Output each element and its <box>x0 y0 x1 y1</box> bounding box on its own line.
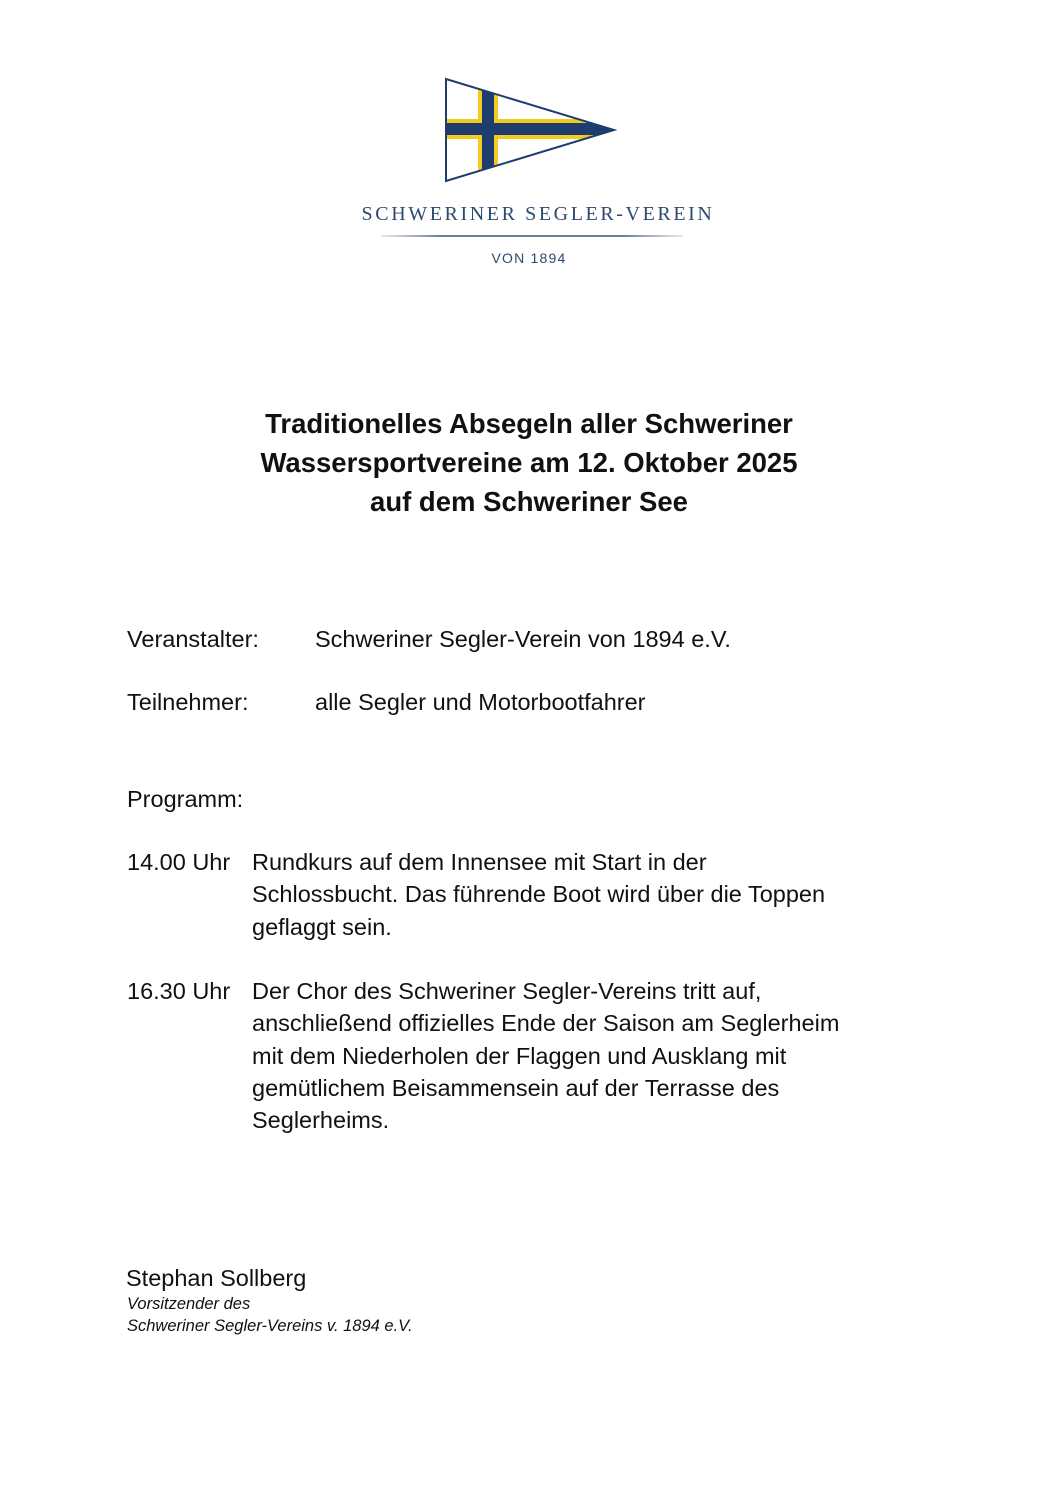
program-item-2 <box>127 975 947 1140</box>
program-line: anschließend offizielles Ende der Saison am Seglerheim <box>252 1010 840 1037</box>
logo-divider <box>381 235 683 237</box>
program-line: Seglerheims. <box>252 1107 390 1134</box>
signature-block <box>126 1263 413 1337</box>
signatory-role-line-1: Vorsitzender des <box>127 1295 251 1313</box>
title-line-2: Wassersportvereine am 12. Oktober 2025 <box>260 447 798 478</box>
program-heading: Programm: <box>127 786 244 812</box>
program-description <box>252 975 952 1136</box>
program-line: geflaggt sein. <box>252 913 392 940</box>
club-founding-year: VON 1894 <box>491 250 567 266</box>
title-line-3: auf dem Schweriner See <box>370 486 688 517</box>
program-description <box>252 846 952 943</box>
program-line: Der Chor des Schweriner Segler-Vereins tritt auf, <box>252 978 762 1004</box>
organizer-row <box>127 623 731 655</box>
signatory-name: Stephan Sollberg <box>126 1265 307 1291</box>
program-time: 16.30 Uhr <box>127 978 231 1004</box>
program-line: gemütlichem Beisammensein auf der Terrasse des <box>252 1074 780 1101</box>
document-title <box>0 404 1058 521</box>
pennant-flag-icon <box>443 76 617 184</box>
program-time: 14.00 Uhr <box>127 849 231 875</box>
signatory-role-line-2: Schweriner Segler-Vereins v. 1894 e.V. <box>127 1317 413 1335</box>
program-line: mit dem Niederholen der Flaggen und Ausklang mit <box>252 1042 787 1069</box>
participants-row <box>127 686 646 718</box>
participants-label: Teilnehmer: <box>127 689 249 715</box>
program-line: Rundkurs auf dem Innensee mit Start in der <box>252 849 707 875</box>
program-line: Schlossbucht. Das führende Boot wird über die Toppen <box>252 881 826 908</box>
club-name: SCHWERINER SEGLER-VEREIN <box>361 203 715 225</box>
program-item-1 <box>127 846 947 946</box>
title-line-1: Traditionelles Absegeln aller Schweriner <box>265 408 793 439</box>
organizer-value: Schweriner Segler-Verein von 1894 e.V. <box>315 626 731 652</box>
participants-value: alle Segler und Motorbootfahrer <box>315 689 646 715</box>
club-logo <box>0 70 1058 280</box>
organizer-label: Veranstalter: <box>127 626 259 652</box>
